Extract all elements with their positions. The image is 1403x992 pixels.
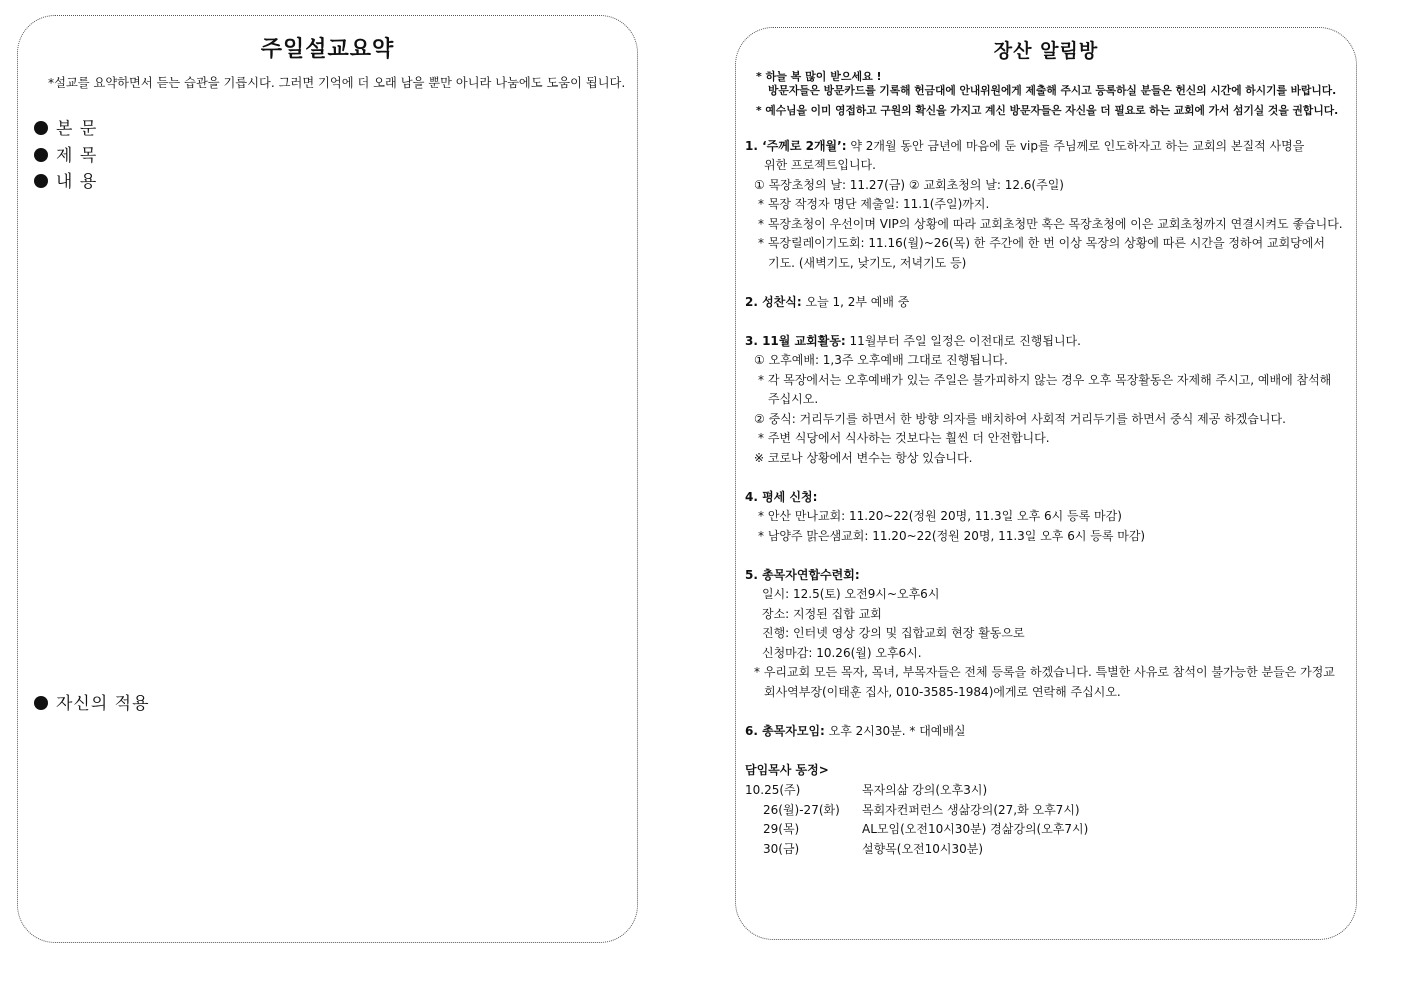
section-1-dates: ① 목장초청의 날: 11.27(금) ② 교회초청의 날: 12.6(주일) [754,178,1064,192]
section-2-text: 오늘 1, 2부 예배 중 [801,295,910,309]
schedule-desc: 설향목(오전10시30분) [862,842,984,856]
section-5-item-e2: 회사역부장(이태훈 집사, 010-3585-1984)에게로 연락해 주십시오. [764,685,1121,699]
schedule-date: 26(월)-27(화) [763,803,840,817]
section-5-item-e: * 우리교회 모든 목자, 목녀, 부목자들은 전체 등록을 하겠습니다. 특별한 사유로 참석이 불가능한 분들은 가정교 [754,665,1335,679]
section-2-heading: 2. 성찬식: [745,295,802,309]
section-5-item-b: 장소: 지정된 집합 교회 [762,607,882,621]
bullet-dot-icon [34,174,48,188]
bullet-label: 제 목 [56,146,98,166]
section-5-item-d: 신청마감: 10.26(월) 오후6시. [762,646,922,660]
sermon-summary-title: 주일설교요약 [260,37,395,62]
bullet-label: 본 문 [56,119,98,139]
section-6-text: 오후 2시30분. * 대예배실 [824,724,966,738]
schedule-date: 30(금) [763,842,800,856]
section-6-line [745,723,966,739]
section-1-bullet-3b: 기도. (새벽기도, 낮기도, 저녁기도 등) [768,256,967,270]
section-3-item-a: ① 오후예배: 1,3주 오후예배 그대로 진행됩니다. [754,353,1008,367]
section-3-item-a1b: 주십시오. [768,392,819,406]
schedule-desc: 목회자컨퍼런스 생삶강의(27,화 오후7시) [862,803,1080,817]
bullet-dot-icon [34,121,48,135]
section-4-item-b: * 남양주 맑은샘교회: 11.20~22(정원 20명, 11.3일 오후 6시 등록 마감) [758,529,1146,543]
bullet-label: 내 용 [56,172,98,192]
greeting-line-3: * 예수님을 이미 영접하고 구원의 확신을 가지고 계신 방문자들은 자신을 더 필요로 하는 교회에 가서 섬기실 것을 권합니다. [756,104,1339,117]
section-1-bullet-1: * 목장 작정자 명단 제출일: 11.1(주일)까지. [758,197,990,211]
section-3-heading: 3. 11월 교회활동: [745,334,846,348]
section-3-item-b: ② 중식: 거리두기를 하면서 한 방향 의자를 배치하여 사회적 거리두기를 하면서 중식 제공 하겠습니다. [754,412,1286,426]
section-3-item-a1: * 각 목장에서는 오후예배가 있는 주일은 불가피하지 않는 경우 오후 목장활동은 자제해 주시고, 예배에 참석해 [758,373,1332,387]
section-4-item-a: * 안산 만나교회: 11.20~22(정원 20명, 11.3일 오후 6시 등록 마감) [758,509,1122,523]
schedule-date: 10.25(주) [745,783,801,797]
section-4-heading-text: 4. 평세 신청: [745,490,818,504]
schedule-desc: AL모임(오전10시30분) 경삶강의(오후7시) [862,822,1089,836]
section-5-heading-text: 5. 총목자연합수련회: [745,568,860,582]
bullet-text-passage [34,114,97,139]
pastor-schedule-heading-text: 담임목사 동정> [745,763,829,777]
section-1-text-2: 위한 프로젝트입니다. [764,158,876,172]
schedule-desc: 목자의삶 강의(오후3시) [862,783,988,797]
bullet-dot-icon [34,148,48,162]
section-6-heading: 6. 총목자모임: [745,724,825,738]
pastor-schedule-heading [745,762,829,778]
bullet-title [34,141,97,166]
sermon-summary-panel [17,15,638,943]
section-1-bullet-2: * 목장초청이 우선이며 VIP의 상황에 따라 교회초청만 혹은 목장초청에 이은 교회초청까지 연결시켜도 좋습니다. [758,217,1343,231]
bullet-application [34,689,150,714]
section-1-line [745,138,1304,154]
section-1-bullet-3: * 목장릴레이기도회: 11.16(월)~26(목) 한 주간에 한 번 이상 목장의 상황에 따른 시간을 정하여 교회당에서 [758,236,1325,250]
section-3-text: 11월부터 주일 일정은 이전대로 진행됩니다. [845,334,1081,348]
bullet-label: 자신의 적용 [56,694,150,714]
section-1-text: 약 2개월 동안 금년에 마음에 둔 vip를 주님께로 인도하자고 하는 교회의 본질적 사명을 [846,139,1305,153]
section-2-line [745,294,909,310]
section-5-item-a: 일시: 12.5(토) 오전9시~오후6시 [762,587,940,601]
announcements-title: 장산 알림방 [993,40,1099,62]
section-1-heading: 1. ‘주께로 2개월’: [745,139,847,153]
schedule-date: 29(목) [763,822,800,836]
sermon-summary-note: *설교를 요약하면서 듣는 습관을 기릅시다. 그러면 기억에 더 오래 남을 뿐만 아니라 나눔에도 도움이 됩니다. [48,76,626,90]
section-5-heading [745,567,860,583]
section-5-item-c: 진행: 인터넷 영상 강의 및 집합교회 현장 활동으로 [762,626,1025,640]
greeting-line-2: 방문자들은 방문카드를 기록해 헌금대에 안내위원에게 제출해 주시고 등록하실 분들은 헌신의 시간에 하시기를 바랍니다. [768,84,1337,97]
section-3-line [745,333,1081,349]
section-4-heading [745,489,817,505]
bullet-content [34,167,97,192]
section-3-item-b1: * 주변 식당에서 식사하는 것보다는 훨씬 더 안전합니다. [758,431,1050,445]
greeting-line-1: * 하늘 복 많이 받으세요 ! [756,70,882,83]
announcements-panel [735,27,1357,940]
section-3-item-c: ※ 코로나 상황에서 변수는 항상 있습니다. [754,451,973,465]
bullet-dot-icon [34,696,48,710]
